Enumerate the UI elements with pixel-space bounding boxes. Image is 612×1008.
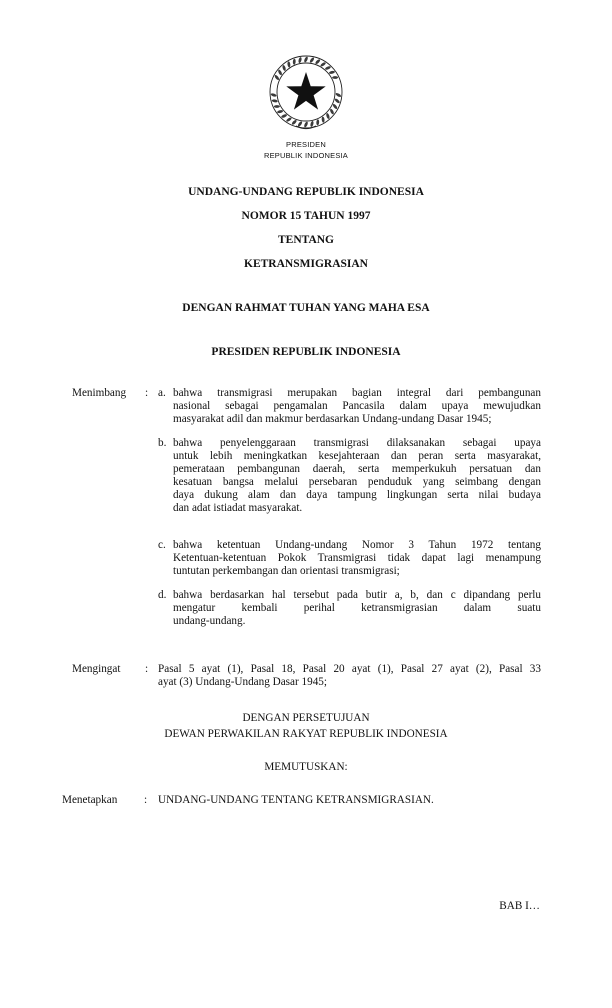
wreath-leaf	[325, 66, 332, 71]
preamble-rahmat: DENGAN RAHMAT TUHAN YANG MAHA ESA	[182, 302, 430, 314]
presidential-seal-emblem	[266, 52, 346, 136]
menimbang-item-b-line: bahwa penyelenggaraan transmigrasi dilaksanakan sebagai upaya	[173, 437, 541, 449]
menimbang-item-c-line: Ketentuan-ketentuan Pokok Transmigrasi tidak dapat lagi menampung	[173, 552, 541, 564]
wreath-leaf	[335, 92, 342, 97]
wreath-leaf	[303, 56, 308, 63]
mengingat-line-1: Pasal 5 ayat (1), Pasal 18, Pasal 20 ayat (1), Pasal 27 ayat (2), Pasal 33	[158, 663, 541, 675]
wreath-leaf	[272, 99, 278, 103]
preamble-presiden: PRESIDEN REPUBLIK INDONESIA	[211, 346, 401, 358]
seal-caption-republik: REPUBLIK INDONESIA	[263, 151, 349, 160]
wreath-leaf	[303, 121, 308, 128]
menimbang-item-d-letter: d.	[158, 589, 167, 601]
wreath-leaf	[287, 61, 290, 67]
next-page-marker: BAB I…	[499, 900, 540, 912]
wreath-leaf	[329, 70, 335, 74]
menimbang-item-b-letter: b.	[158, 437, 167, 449]
menimbang-item-c-line: tuntutan perkembangan dan orientasi transmigrasi;	[173, 565, 400, 577]
wreath-leaf	[334, 98, 340, 104]
menimbang-item-d-line: mengatur kembali perihal ketransmigrasian dalam suatu	[173, 602, 541, 614]
wreath-leaf	[293, 59, 296, 65]
memutuskan-heading: MEMUTUSKAN:	[264, 761, 348, 773]
menimbang-item-d-line: bahwa berdasarkan hal tersebut pada butir a, b, dan c dipandang perlu	[173, 589, 541, 601]
menimbang-colon: :	[145, 387, 149, 399]
menimbang-item-c-line: bahwa ketentuan Undang-undang Nomor 3 Tahun 1972 tentang	[173, 539, 541, 551]
menetapkan-colon: :	[144, 794, 148, 806]
wreath-leaf	[332, 103, 338, 109]
menimbang-item-a-letter: a.	[158, 387, 166, 399]
mengingat-colon: :	[145, 663, 149, 675]
menimbang-item-d-text	[173, 589, 541, 628]
menimbang-item-b-line: dan adat istiadat masyarakat.	[173, 502, 303, 514]
wreath-leaf	[281, 114, 288, 119]
menimbang-item-b-line: pemerataan pembangunan daerah, serta memperkukuh persatuan dan	[173, 463, 541, 475]
menimbang-label: Menimbang	[72, 387, 127, 399]
wreath-leaf	[332, 76, 338, 79]
wreath-leaf	[274, 74, 280, 80]
wreath-leaf	[286, 117, 293, 123]
title-line-4: KETRANSMIGRASIAN	[244, 258, 368, 270]
wreath-leaf	[297, 121, 303, 128]
menimbang-item-a-line: bahwa transmigrasi merupakan bagian integral dari pembangunan	[173, 387, 541, 399]
wreath-leaf	[291, 119, 297, 125]
persetujuan-line-1: DENGAN PERSETUJUAN	[242, 712, 370, 724]
mengingat-line-2: ayat (3) Undang-Undang Dasar 1945;	[158, 676, 328, 688]
wreath-leaf	[277, 110, 283, 114]
menimbang-item-c-letter: c.	[158, 539, 166, 551]
menimbang-item-d-line: undang-undang.	[173, 615, 246, 627]
wreath-leaf	[321, 116, 324, 122]
wreath-leaf	[274, 105, 280, 108]
menetapkan-text: UNDANG-UNDANG TENTANG KETRANSMIGRASIAN.	[158, 794, 434, 806]
wreath-leaf	[320, 62, 327, 68]
menimbang-item-b-line: untuk lebih meningkatkan kesejahteraan dan peran serta masyarakat,	[173, 450, 541, 462]
wreath-leaf	[329, 108, 334, 115]
wreath-leaf	[316, 119, 319, 125]
wreath-leaf	[315, 59, 321, 65]
wreath-leaf	[282, 65, 286, 72]
wreath-leaf	[270, 93, 277, 98]
menimbang-item-b-line: kesatuan bangsa melalui persebaran penduduk yang seimbang dengan	[173, 476, 541, 488]
menimbang-item-a-text	[173, 387, 541, 426]
menimbang-item-c-text	[173, 539, 541, 578]
wreath-leaf	[277, 69, 282, 76]
seal-caption-presiden: PRESIDEN	[286, 140, 326, 149]
persetujuan-line-2: DEWAN PERWAKILAN RAKYAT REPUBLIK INDONESIA	[164, 728, 448, 740]
wreath-leaf	[309, 57, 315, 64]
menimbang-item-a-line: masyarakat adil dan makmur berdasarkan Undang-undang Dasar 1945;	[173, 413, 492, 425]
menimbang-item-b-text	[173, 437, 541, 515]
title-line-1: UNDANG-UNDANG REPUBLIK INDONESIA	[188, 186, 424, 198]
wreath-leaf	[310, 121, 314, 128]
wreath-leaf	[298, 57, 302, 64]
mengingat-text	[158, 663, 541, 689]
menimbang-item-a-line: nasional sebagai pengamalan Pancasila dalam upaya mewujudkan	[173, 400, 541, 412]
mengingat-label: Mengingat	[72, 663, 121, 675]
menetapkan-label: Menetapkan	[62, 794, 118, 806]
wreath-leaf	[326, 113, 330, 120]
title-line-2: NOMOR 15 TAHUN 1997	[241, 210, 371, 222]
menimbang-item-b-line: daya dukung alam dan daya tampung lingkungan serta nilai budaya	[173, 489, 541, 501]
title-line-3: TENTANG	[277, 234, 335, 246]
